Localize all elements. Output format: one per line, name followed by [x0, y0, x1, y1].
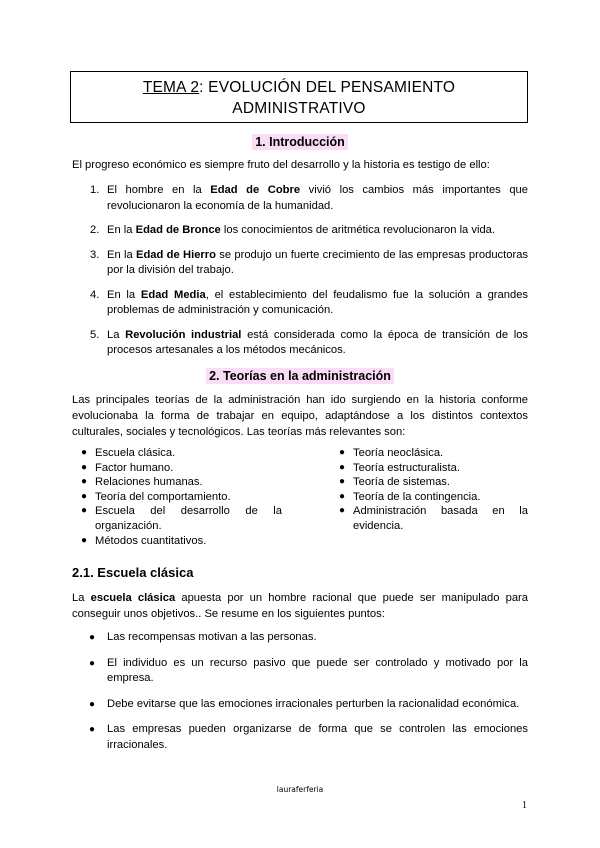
- title-line2: ADMINISTRATIVO: [232, 100, 366, 117]
- list-item: ● Escuela clásica.: [81, 447, 176, 459]
- bullet-icon: ●: [339, 505, 346, 517]
- bullet-icon: ●: [339, 461, 346, 473]
- bullet-icon: ●: [89, 657, 96, 669]
- bullet-icon: ●: [339, 476, 346, 488]
- bullet-icon: ●: [81, 447, 88, 458]
- section2-intro: Las principales teorías de la administración han ido surgiendo en la historia conforme evolucionaba la forma de trabajar en equipo, adaptándose a los distintos contextos culturales, sociales y tecnológicos. Las teorías más relevantes son:: [72, 394, 528, 438]
- bullet-icon: ●: [81, 490, 88, 502]
- bullet-icon: ●: [339, 447, 346, 458]
- section1-heading: 1. Introducción: [252, 134, 348, 150]
- list-item: ● Factor humano.: [81, 461, 174, 474]
- list-item: ● El individuo es un recurso pasivo que puede ser controlado y motivado por la empresa.: [89, 656, 528, 684]
- footer-author: lauraferferia: [276, 785, 324, 794]
- list-item: 5. La Revolución industrial está considerada como la época de transición de los procesos artesanales a los métodos mecánicos.: [90, 328, 529, 356]
- list-item: 3. En la Edad de Hierro se produjo un fuerte crecimiento de las empresas productoras por la división del trabajo.: [90, 248, 529, 276]
- list-item: 1. El hombre en la Edad de Cobre vivió los cambios más importantes que revolucionaron la economía de la humanidad.: [90, 184, 528, 212]
- bullet-icon: ●: [89, 632, 96, 643]
- list-item: ● Métodos cuantitativos.: [81, 534, 207, 547]
- section2-heading-wrap: [0, 367, 600, 385]
- list-item: 2. En la Edad de Bronce los conocimientos de aritmética revolucionaron la vida.: [90, 224, 496, 236]
- list-item: ● Teoría del comportamiento.: [81, 490, 231, 503]
- list-item: 4. En la Edad Media, el establecimiento del feudalismo fue la solución a grandes problemas de administración y comunicación.: [90, 288, 529, 316]
- list-item: ● Debe evitarse que las emociones irracionales perturben la racionalidad económica.: [72, 697, 528, 713]
- bullet-icon: ●: [89, 698, 96, 710]
- section2-heading: 2. Teorías en la administración: [206, 368, 394, 384]
- bullet-icon: ●: [81, 461, 88, 473]
- list-item: ● Teoría neoclásica.: [339, 447, 444, 459]
- section21-intro: La escuela clásica apuesta por un hombre racional que puede ser manipulado para conseguir unos objetivos.. Se resume en los siguientes puntos:: [72, 592, 528, 620]
- section1-list: [72, 183, 528, 368]
- list-item: ● Las recompensas motivan a las personas.: [72, 630, 528, 646]
- theories-right-list: [330, 446, 528, 534]
- list-item: ● Administración basada en la evidencia.: [339, 505, 528, 532]
- section21-heading: 2.1. Escuela clásica: [72, 565, 194, 580]
- document-title: [70, 71, 528, 123]
- title-tema: TEMA 2: [142, 79, 200, 96]
- page-number: 1: [522, 800, 527, 811]
- bullet-icon: ●: [81, 476, 88, 488]
- section1-intro: El progreso económico es siempre fruto del desarrollo y la historia es testigo de ello:: [72, 159, 490, 171]
- list-item: ● Teoría estructuralista.: [339, 461, 460, 474]
- bullet-icon: ●: [89, 724, 96, 735]
- list-item: ● Teoría de la contingencia.: [339, 490, 481, 503]
- bullet-icon: ●: [81, 505, 88, 517]
- list-item: ● Las empresas pueden organizarse de forma que se controlen las emociones irracionales.: [89, 723, 528, 751]
- theories-left-list: [72, 446, 282, 548]
- title-line1: : EVOLUCIÓN DEL PENSAMIENTO: [199, 79, 456, 96]
- bullet-icon: ●: [339, 490, 346, 502]
- list-item: ● Teoría de sistemas.: [339, 476, 450, 489]
- section21-list: [72, 630, 528, 763]
- list-item: ● Escuela del desarrollo de la organización.: [81, 505, 282, 532]
- bullet-icon: ●: [81, 534, 88, 546]
- list-item: ● Relaciones humanas.: [81, 476, 203, 489]
- section1-heading-wrap: [0, 133, 600, 151]
